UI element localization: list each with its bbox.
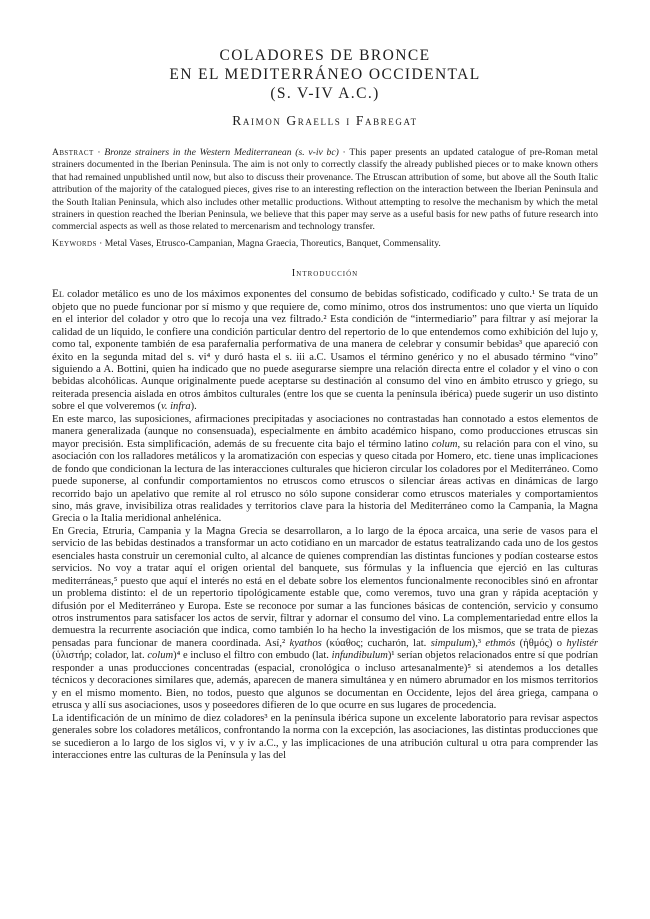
paragraph-lead-word: El (52, 288, 64, 301)
paragraph-text: ). (190, 401, 197, 413)
paragraph-text: )⁴ e incluso el filtro con embudo (lat. (173, 650, 332, 662)
paragraph-italic: kyathos (289, 637, 322, 649)
paragraph-text: colador metálico es uno de los máximos exponentes del consumo de bebidas sofisticado, codificado y culto.¹ Se trata de un objeto que no puede funcionar por sí mismo y que requiere de, como mínimo, otros dos instrumentos: uno que vierta un líquido en el interior del colador y otro que lo recoja una vez filtrado.² Esta condición de “intermediario” para filtrar y así mejorar la calidad de un líquido, le confiere una condición particular dentro del repertorio de lo que entendemos como exhibición del lujo y, como tal, exponente también de esa parafernalia performativa de una manera de celebrar y consumir bebidas³ que apareció con éxito en la segunda mitad del s. vi⁴ y duró hasta el s. iii a.C. Usamos el término genérico y no el abusado término “vino” siguiendo a A. Bottini, quien ha indicado que no puede asegurarse siempre una relación directa entre el colador y el vino o con bebidas alcohólicas. Aunque originalmente puede aceptarse su destinación al consumo del vino en ámbito etrusco y griego, su reiterada presencia aislada en otros ámbitos culturales (entre los que se cuenta la península ibérica) puede sugerir un uso distinto sobre el que volveremos ( (52, 289, 598, 413)
paragraph-text: (ὑλιστήρ; colador, lat. (52, 650, 148, 662)
paragraph-3 (52, 526, 598, 713)
paragraph-text: En Grecia, Etruria, Campania y la Magna Grecia se desarrollaron, a lo largo de la época arcaica, una serie de vasos para el servicio de las bebidas destinados a transformar un acto cotidiano en un marcador de estatus teatralizando cada uno de los gestos esenciales hasta construir un ceremonial culto, al alcance de quienes comprendían las distintas funciones y podían costearse estos servicios. No voy a tratar aquí el origen oriental del banquete, sus fórmulas y la influencia que ejerció en las culturas mediterráneas,⁵ puesto que aquí el interés no está en el debate sobre los elementos funcionalmente reconocibles sinó en afrontar un problema distinto: el de un repertorio tipológicamente estable que, como veremos, tuvo una gran y rápida aceptación y difusión por el Mediterráneo y Europa. Este se reconoce por sumar a las funciones básicas de contención, servicio y consumo otros instrumentos para satisfacer los actos de servir, filtrar y adornar el consumo del vino. La complementariedad entre ellos la demuestra la recurrente asociación que indica, como también lo ha hecho la investigación de los mismos, que se trata de piezas pensadas para funcionar de manera coordinada. Así,² (52, 525, 598, 649)
title-line-1: COLADORES DE BRONCE (219, 47, 431, 64)
paragraph-italic: colum (431, 438, 458, 450)
keywords-label: Keywords (52, 237, 97, 249)
abstract-text: This paper presents an updated catalogue of pre-Roman metal strainers documented in the Iberian Peninsula. The aim is not only to correctly classify the already published pieces or to make known others that had remained unpublished until now, but also to discuss their provenance. The Etruscan attribution of some, but above all the South Italic attribution of the majority of the catalogued pieces, gives rise to an interesting reflection on the interaction between the Iberian Peninsula and the South Italian Peninsula, which also includes other metallic productions. Without attempting to resolve the mechanism by which the metal strainers in question reached the Iberian Peninsula, we believe that this paper may serve as a useful basis for new paths of future research into commercial aspects as well as those related to mercenarism and technology transfer. (52, 147, 598, 233)
body-text (52, 288, 598, 762)
paragraph-text: (ἠθμός) o (515, 637, 567, 649)
paragraph-text: , su relación para con el vino, su asociación con los ralladores metálicos y la aromatización con especias y queso citada por Homero, etc. tiene unas implicaciones de fondo que condicionan la lectura de las interacciones culturales que hicieron circular los coladores por el Mediterráneo. Como puede suponerse, al confundir comportamientos no etruscos como etruscos o silenciar áreas activas en dinámicas de largo recorrido bajo un apelativo que remite al rol etrusco no sólo supone considerar como etruscos materiales y comportamientos sino, más grave, invisibiliza otras realidades y territorios clave para la historia del Mediterráneo como la Campania, la Magna Grecia o la Italia meridional anhelénica. (52, 438, 598, 525)
section-heading-introduccion: Introducción (291, 268, 359, 280)
paragraph-text: La identificación de un mínimo de diez coladores³ en la península ibérica supone un excelente laboratorio para revisar aspectos generales sobre los coladores metálicos, confrontando la norma con la excepción, las asociaciones, las distintas producciones que se sucedieron a lo largo de los siglos vi, v y iv a.C., y las implicaciones de una atribución cultural u otra para comprender las interacciones entre las culturas de la Península y las del (52, 712, 598, 762)
abstract-label: Abstract (52, 147, 94, 158)
paper-title (52, 46, 598, 103)
paragraph-text: )¹ serían objetos relacionados entre sí que podrían responder a unas producciones concentradas (espacial, cronológica o incluso artesanalmente)⁵ si atendemos a los detalles técnicos y decoraciones similares que, además, aparecen de manera simultánea y en número abrumador en los mismos territorios y en el mismo momento. Bien, no todos, puesto que algunos se documentan en Occidente, lejos del área griega, campana o etrusca y allí sus asociaciones, usos y poseedores difieren de lo que ocurre en sus lugares de procedencia. (52, 650, 598, 712)
paragraph-italic: infundibulum (331, 650, 388, 662)
paragraph-1 (52, 288, 598, 414)
paragraph-2 (52, 414, 598, 526)
paragraph-text: (κύαθος; cucharón, lat. (321, 637, 431, 649)
paragraph-text: ),³ (471, 637, 486, 649)
keywords-text: Metal Vases, Etrusco-Campanian, Magna Graecia, Thoreutics, Banquet, Commensality. (104, 237, 441, 249)
paragraph-italic: simpulum (430, 637, 472, 649)
paragraph-italic: colum (147, 650, 174, 662)
author-name: Raimon Graells i Fabregat (232, 113, 418, 128)
abstract-separator: · (338, 147, 350, 158)
abstract (52, 147, 598, 234)
paragraph-4 (52, 713, 598, 763)
title-line-2: EN EL MEDITERRÁNEO OCCIDENTAL (169, 66, 481, 83)
paragraph-italic: hylistér (566, 637, 598, 649)
abstract-separator: · (93, 147, 105, 158)
title-line-3: (S. V-IV A.C.) (270, 85, 380, 102)
paragraph-italic: v. infra (160, 401, 191, 413)
abstract-english-title: Bronze strainers in the Western Mediterranean (s. v-iv bc) (104, 147, 339, 158)
paragraph-italic: ethmós (485, 637, 516, 649)
keywords-separator: · (96, 237, 105, 249)
keywords (52, 238, 598, 250)
paragraph-text: En este marco, las suposiciones, afirmaciones precipitadas y asociaciones no contrastadas han connotado a estos elementos de manera generalizada (aunque no consensuada), especialmente en ámbito académico hispano, como producciones etruscas sin mayor precisión. Esta simplificación, además de su frecuente cita bajo el término latino (52, 413, 598, 450)
